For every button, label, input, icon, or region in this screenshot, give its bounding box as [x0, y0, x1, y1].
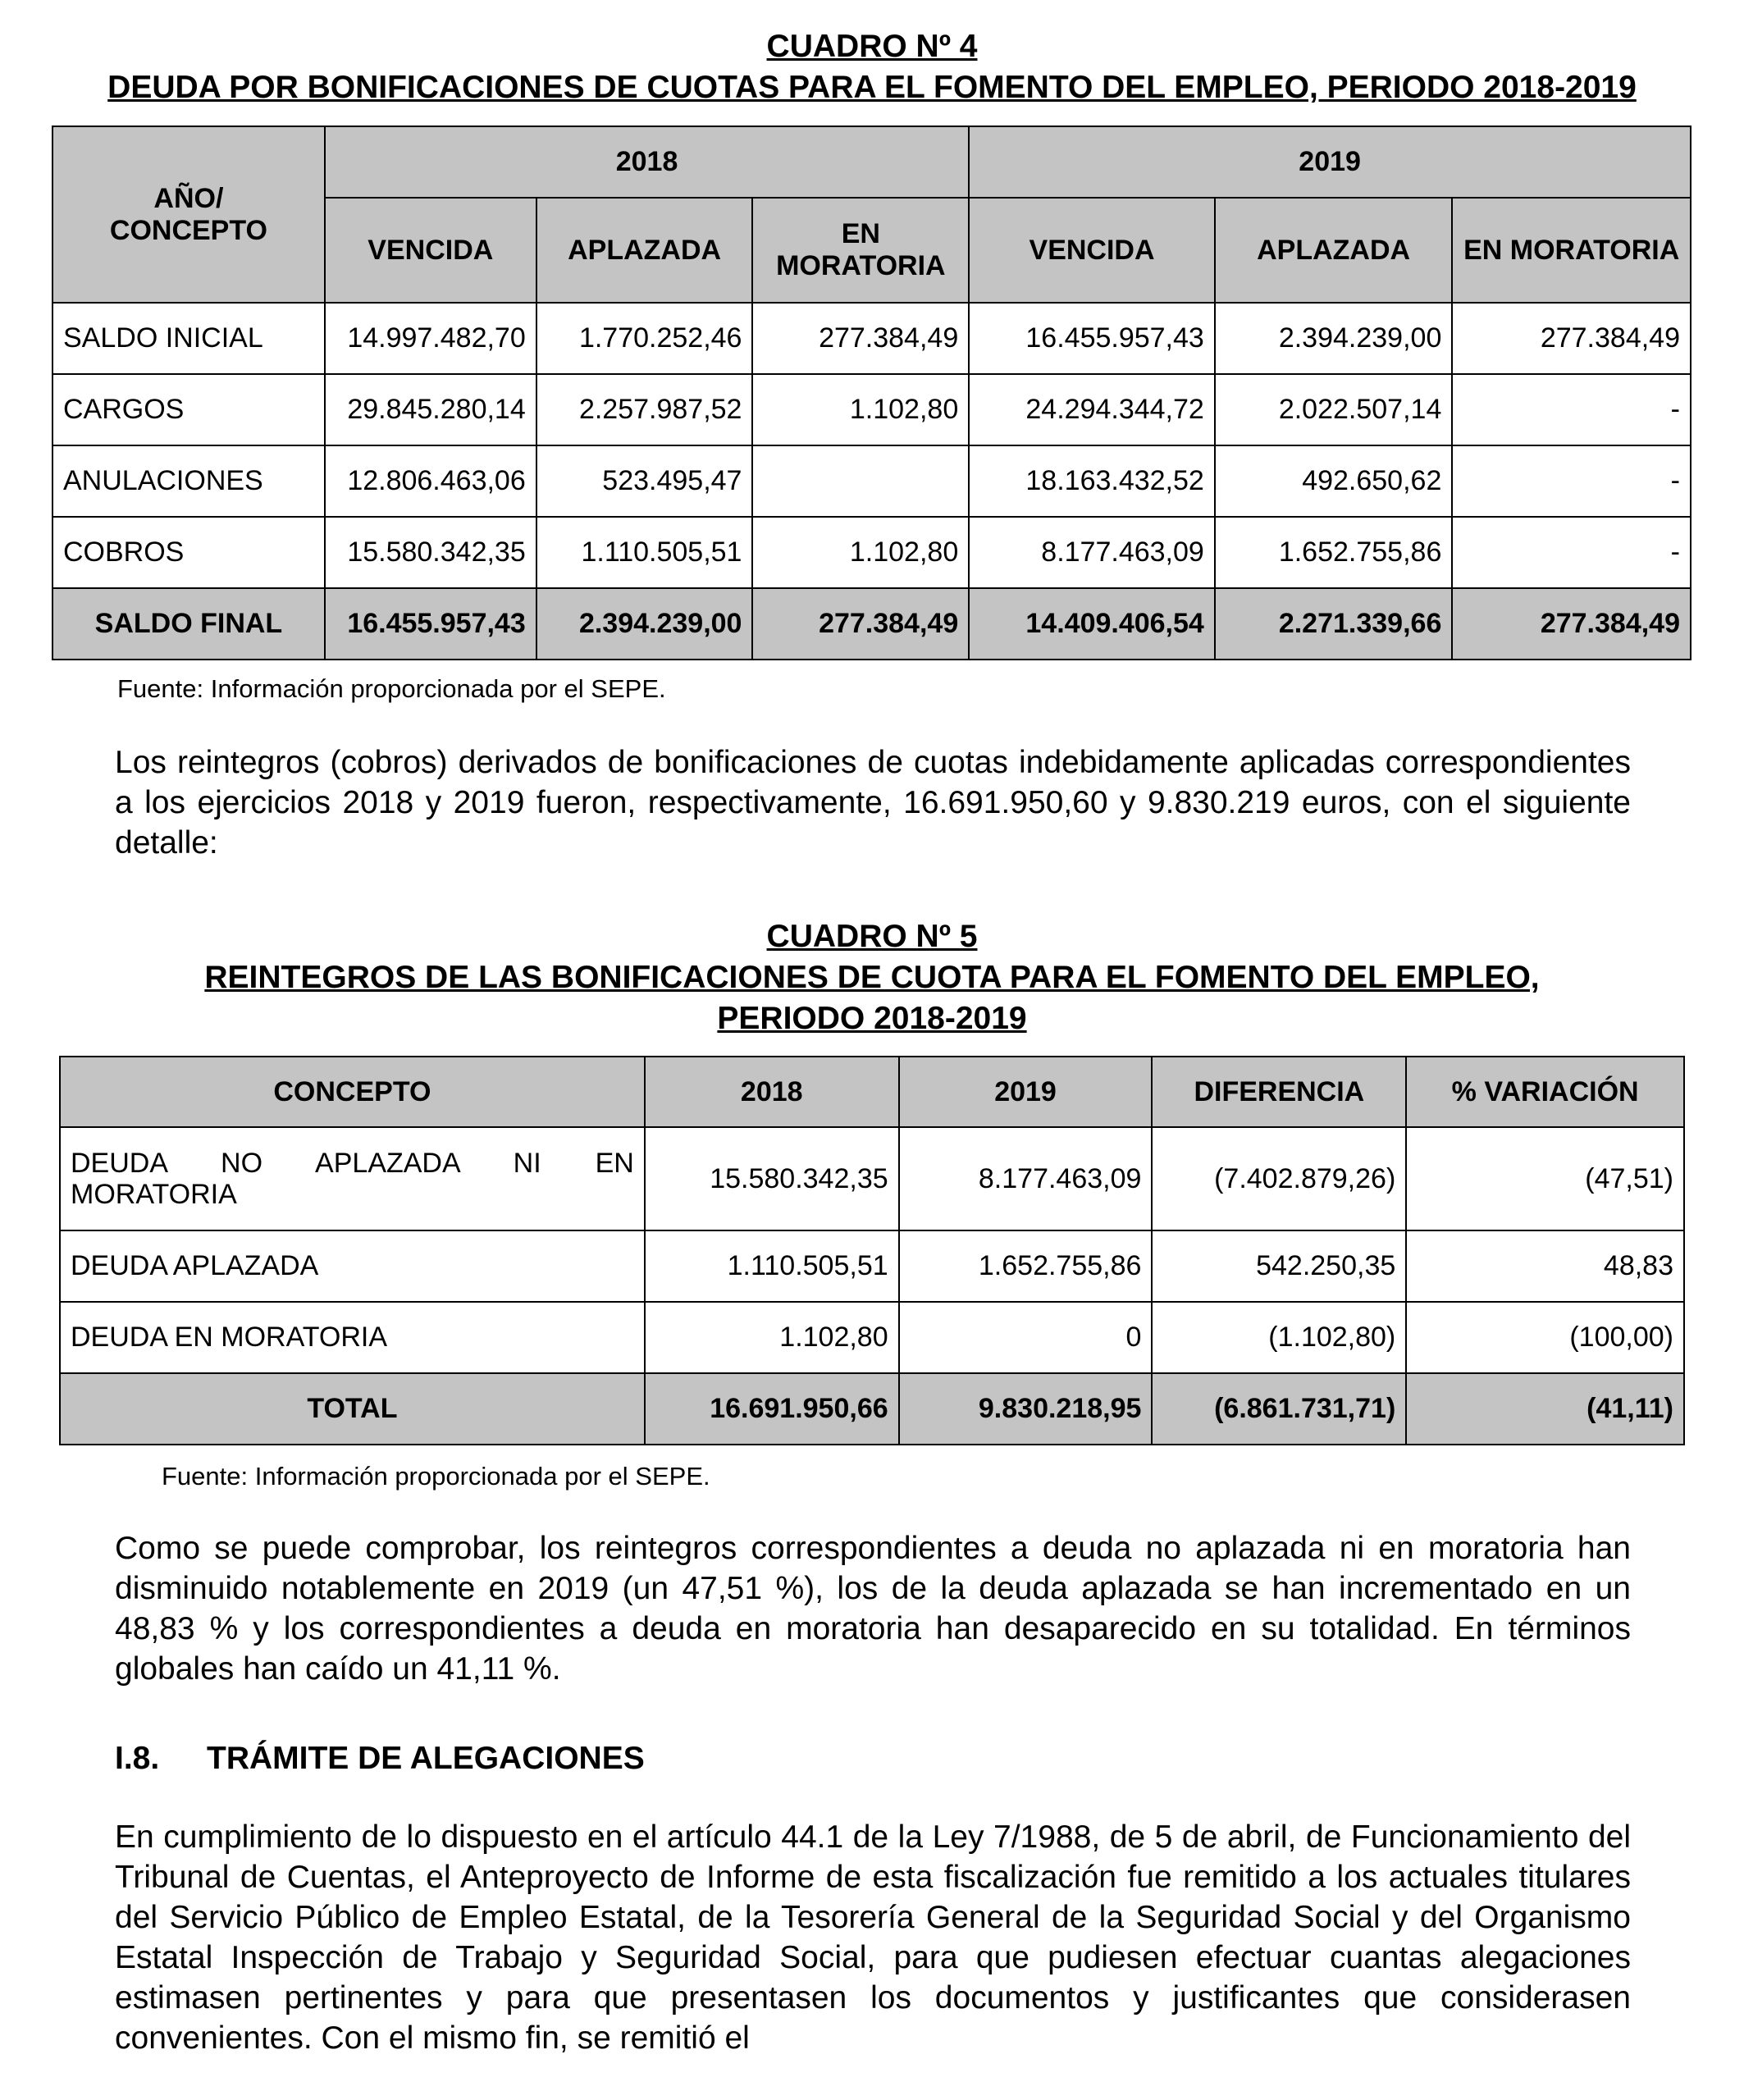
cell: 2.257.987,52 — [536, 374, 753, 445]
table-row — [60, 1230, 1684, 1302]
cell: (100,00) — [1406, 1302, 1684, 1373]
header-diferencia: DIFERENCIA — [1152, 1057, 1406, 1127]
cell: 2.394.239,00 — [536, 588, 753, 660]
row-label: TOTAL — [60, 1373, 645, 1445]
cell: 2.022.507,14 — [1215, 374, 1453, 445]
header-year-2018: 2018 — [325, 126, 969, 198]
table-row — [60, 1302, 1684, 1373]
cell: 277.384,49 — [752, 588, 969, 660]
cuadro4-subtitle: DEUDA POR BONIFICACIONES DE CUOTAS PARA EL FOMENTO DEL EMPLEO, PERIODO 2018-2019 — [107, 70, 1637, 105]
cell: 8.177.463,09 — [899, 1127, 1153, 1230]
row-label: COBROS — [53, 517, 325, 588]
cuadro4-title: CUADRO Nº 4 — [766, 29, 978, 64]
cell: 16.455.957,43 — [969, 303, 1215, 374]
cell: 9.830.218,95 — [899, 1373, 1153, 1445]
cell: 48,83 — [1406, 1230, 1684, 1302]
cell: 277.384,49 — [1452, 303, 1691, 374]
header-vencida: VENCIDA — [325, 198, 536, 303]
header-aplazada: APLAZADA — [536, 198, 753, 303]
row-label-line: MORATORIA — [71, 1179, 237, 1210]
header-year-2019: 2019 — [969, 126, 1691, 198]
cell: (41,11) — [1406, 1373, 1684, 1445]
cell: (7.402.879,26) — [1152, 1127, 1406, 1230]
table-row — [53, 374, 1691, 445]
cell: 12.806.463,06 — [325, 445, 536, 517]
cell: (1.102,80) — [1152, 1302, 1406, 1373]
cuadro5-subtitle: REINTEGROS DE LAS BONIFICACIONES DE CUOTA PARA EL FOMENTO DEL EMPLEO, — [204, 960, 1540, 995]
cuadro5-table — [59, 1056, 1685, 1445]
cell: 14.997.482,70 — [325, 303, 536, 374]
cell: 0 — [899, 1302, 1153, 1373]
header-2018: 2018 — [645, 1057, 899, 1127]
cell: 492.650,62 — [1215, 445, 1453, 517]
cell: 542.250,35 — [1152, 1230, 1406, 1302]
cell: (6.861.731,71) — [1152, 1373, 1406, 1445]
cell: 15.580.342,35 — [645, 1127, 899, 1230]
row-label: CARGOS — [53, 374, 325, 445]
section-heading — [115, 1741, 645, 1777]
cell: 1.102,80 — [645, 1302, 899, 1373]
header-moratoria: EN MORATORIA — [1452, 198, 1691, 303]
cell: 16.455.957,43 — [325, 588, 536, 660]
header-vencida: VENCIDA — [969, 198, 1215, 303]
header-variacion: % VARIACIÓN — [1406, 1057, 1684, 1127]
cell: 24.294.344,72 — [969, 374, 1215, 445]
cell: 277.384,49 — [752, 303, 969, 374]
cell: 1.110.505,51 — [536, 517, 753, 588]
section-title: TRÁMITE DE ALEGACIONES — [207, 1741, 645, 1776]
total-row — [60, 1373, 1684, 1445]
paragraph-reintegros: Los reintegros (cobros) derivados de bonificaciones de cuotas indebidamente aplicadas correspondientes a los ejercicios 2018 y 2019 fueron, respectivamente, 16.691.950,60 y 9.830.219 euros, con el siguiente detalle: — [115, 745, 1631, 861]
cell: 1.652.755,86 — [899, 1230, 1153, 1302]
total-row — [53, 588, 1691, 660]
cell: 1.770.252,46 — [536, 303, 753, 374]
row-label: SALDO FINAL — [53, 588, 325, 660]
cell: 2.394.239,00 — [1215, 303, 1453, 374]
cell: 16.691.950,66 — [645, 1373, 899, 1445]
cell: 1.110.505,51 — [645, 1230, 899, 1302]
cell: 8.177.463,09 — [969, 517, 1215, 588]
header-2019: 2019 — [899, 1057, 1153, 1127]
row-label: ANULACIONES — [53, 445, 325, 517]
row-label: DEUDA EN MORATORIA — [60, 1302, 645, 1373]
cuadro5-source: Fuente: Información proporcionada por el SEPE. — [162, 1462, 710, 1491]
paragraph-alegaciones: En cumplimiento de lo dispuesto en el artículo 44.1 de la Ley 7/1988, de 5 de abril, de Funcionamiento del Tribunal de Cuentas, el Anteproyecto de Informe de esta fiscalización fue remitido a los actuales titulares del Servicio Público de Empleo Estatal, de la Tesorería General de la Seguridad Social y del Organismo Estatal Inspección de Trabajo y Seguridad Social, para que pudiesen efectuar cuantas alegaciones estimasen pertinentes y para que presentasen los documentos y justificantes que considerasen convenientes. Con el mismo fin, se remitió el — [115, 1819, 1631, 2056]
header-moratoria: EN MORATORIA — [752, 198, 969, 303]
table-row — [60, 1127, 1684, 1230]
cell: 29.845.280,14 — [325, 374, 536, 445]
cell: 1.102,80 — [752, 374, 969, 445]
cell: 18.163.432,52 — [969, 445, 1215, 517]
cell: - — [1452, 374, 1691, 445]
section-number: I.8. — [115, 1741, 160, 1776]
cell: - — [1452, 445, 1691, 517]
row-label: DEUDA APLAZADA — [60, 1230, 645, 1302]
cell — [752, 445, 969, 517]
cell: 1.652.755,86 — [1215, 517, 1453, 588]
header-aplazada: APLAZADA — [1215, 198, 1453, 303]
cell: 14.409.406,54 — [969, 588, 1215, 660]
cell: 2.271.339,66 — [1215, 588, 1453, 660]
header-concept: AÑO/ CONCEPTO — [53, 126, 325, 303]
row-label-line: DEUDA NO APLAZADA NI EN — [71, 1148, 634, 1179]
cuadro4-source: Fuente: Información proporcionada por el SEPE. — [117, 674, 666, 703]
cell: 277.384,49 — [1452, 588, 1691, 660]
table-row — [53, 303, 1691, 374]
cell: - — [1452, 517, 1691, 588]
cell: 15.580.342,35 — [325, 517, 536, 588]
row-label: SALDO INICIAL — [53, 303, 325, 374]
cuadro4-table — [52, 126, 1691, 660]
row-label — [60, 1127, 645, 1230]
cuadro5-title: CUADRO Nº 5 — [766, 919, 978, 954]
table-row — [53, 517, 1691, 588]
cell: 1.102,80 — [752, 517, 969, 588]
paragraph-comprobacion: Como se puede comprobar, los reintegros correspondientes a deuda no aplazada ni en moratoria han disminuido notablemente en 2019 (un 47,51 %), los de la deuda aplazada se han incrementado en un 48,83 % y los correspondientes a deuda en moratoria han desaparecido en su totalidad. En términos globales han caído un 41,11 %. — [115, 1531, 1631, 1687]
header-concept: CONCEPTO — [60, 1057, 645, 1127]
cell: (47,51) — [1406, 1127, 1684, 1230]
cell: 523.495,47 — [536, 445, 753, 517]
table-row — [53, 445, 1691, 517]
cuadro5-subtitle-period: PERIODO 2018-2019 — [717, 1001, 1027, 1036]
